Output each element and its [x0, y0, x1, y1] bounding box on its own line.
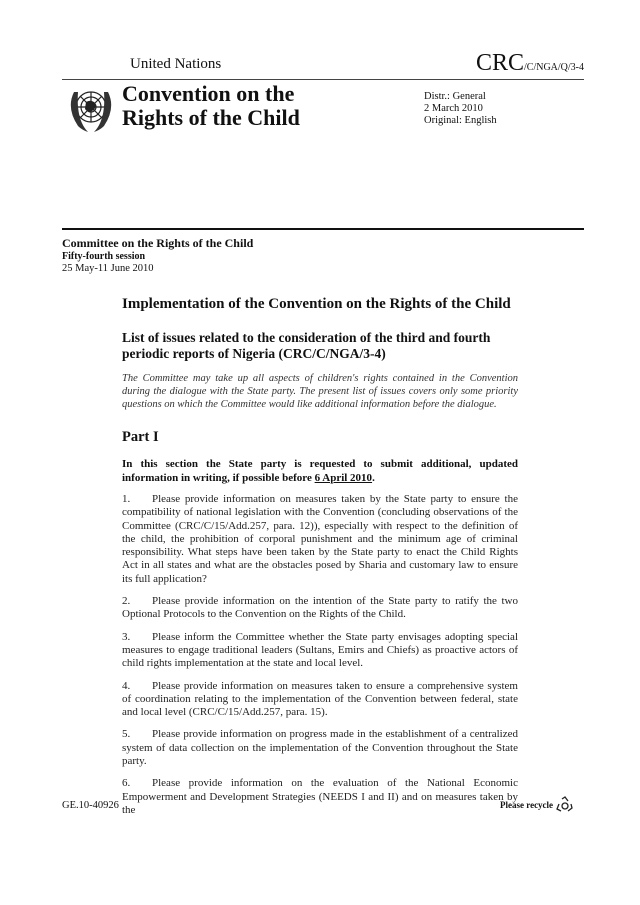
intro-paragraph: The Committee may take up all aspects of children's rights contained in the Convention during the dialogue with the State party. The present list of issues covers only some priority questions on which the Committee would like additional information before the dialogue.: [122, 373, 518, 410]
committee-info: [62, 236, 253, 275]
item-number: 3.: [122, 630, 131, 643]
session-dates: 25 May-11 June 2010: [62, 263, 154, 274]
header-divider: [62, 79, 584, 80]
lead-end: .: [372, 471, 375, 484]
item-text: Please provide information on the intention of the State party to ratify the two Optional Protocols to the Convention on the Rights of the Child.: [122, 595, 518, 621]
session: Fifty-fourth session: [62, 251, 146, 262]
item-text: Please provide information on progress made in the establishment of a centralized system of data collection on the implementation of the Convention throughout the State party.: [122, 728, 518, 768]
organization-name: United Nations: [130, 56, 222, 72]
item-number: 5.: [122, 728, 131, 741]
distribution: Distr.: General: [424, 91, 486, 102]
recycle-icon: [555, 795, 575, 815]
committee-name: Committee on the Rights of the Child: [62, 236, 254, 250]
issue-item: [122, 680, 518, 720]
symbol-suffix: /C/NGA/Q/3-4: [524, 62, 584, 73]
thick-divider: [62, 228, 584, 230]
job-number: GE.10-40926: [62, 800, 119, 811]
lead-text: In this section the State party is requested to submit additional, updated information in writing, if possible before: [122, 458, 518, 484]
item-number: 4.: [122, 679, 131, 692]
issue-item: [122, 493, 518, 586]
issue-item: [122, 631, 518, 671]
main-heading: Implementation of the Convention on the Rights of the Child: [122, 296, 511, 312]
recycle-notice: [500, 795, 575, 815]
sub-heading: List of issues related to the consideration of the third and fourth periodic reports of Nigeria (CRC/C/NGA/3-4): [122, 330, 491, 361]
title-line-2: Rights of the Child: [122, 105, 300, 130]
part-heading: Part I: [122, 429, 159, 445]
original-language: Original: English: [424, 115, 497, 126]
issue-item: [122, 595, 518, 622]
item-text: Please inform the Committee whether the State party envisages adopting special measures to engage traditional leaders (Sultans, Emirs and Chiefs) as proactive actors of child rights implementation at the state and local level.: [122, 630, 518, 670]
document-title: [122, 82, 300, 130]
issue-item: [122, 777, 518, 817]
item-number: 6.: [122, 777, 131, 790]
recycle-text: Please recycle: [500, 800, 554, 810]
item-text: Please provide information on measures taken by the State party to ensure the compatibility of national legislation with the Convention (concluding observations of the Committee (CRC/C/15/Add.257, para. 12)), especially with respect to the definition of the child, the prohibition of corporal punishment and the minimum age of criminal responsibility. What steps have been taken by the State party to enact the Child Rights Act in all states and what are the obstacles posed by Sharia and customary law to ensure its full application?: [122, 493, 518, 585]
un-emblem-icon: [64, 82, 118, 136]
item-text: Please provide information on measures taken to ensure a comprehensive system of coordination relating to the implementation of the Convention between federal, state and local level (CRC/C/15/Add.257, para. 15).: [122, 679, 518, 719]
item-number: 1.: [122, 493, 131, 505]
issue-date: 2 March 2010: [424, 103, 483, 114]
distribution-info: [424, 91, 497, 127]
deadline-date: 6 April 2010: [314, 471, 373, 484]
issue-item: [122, 728, 518, 768]
item-text: Please provide information on the evaluation of the National Economic Empowerment and Development Strategies (NEEDS I and II) and on measures taken by the: [122, 777, 518, 816]
document-body: [122, 296, 518, 826]
item-number: 2.: [122, 595, 131, 608]
section-lead: [122, 458, 518, 485]
document-symbol: [476, 50, 584, 77]
symbol-main: CRC: [475, 50, 524, 76]
title-line-1: Convention on the: [122, 81, 295, 106]
